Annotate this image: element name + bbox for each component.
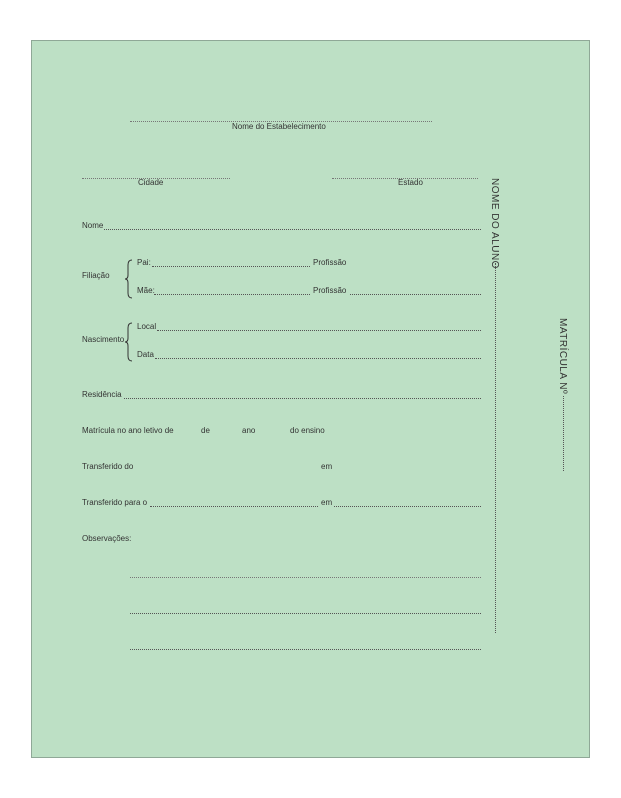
residence-label: Residência xyxy=(82,390,122,399)
observations-line-2[interactable] xyxy=(130,613,481,614)
father-line[interactable] xyxy=(152,266,310,267)
enrollment-label: Matrícula no ano letivo de xyxy=(82,426,174,435)
establishment-label: Nome do Estabelecimento xyxy=(232,122,326,131)
enrollment-ensino-label: do ensino xyxy=(290,426,325,435)
observations-line-1[interactable] xyxy=(130,577,481,578)
transferred-from-label: Transferido do xyxy=(82,462,134,471)
enrollment-number-label: MATRÍCULA Nº xyxy=(557,318,568,395)
student-name-label: NOME DO ALUNO xyxy=(489,178,500,269)
mother-label: Mãe: xyxy=(137,286,155,295)
observations-line-3[interactable] xyxy=(130,649,481,650)
transferred-to-date-line[interactable] xyxy=(334,506,481,507)
birth-label: Nascimento xyxy=(82,335,125,344)
name-label: Nome xyxy=(82,221,104,230)
state-label: Estado xyxy=(398,178,423,187)
residence-line[interactable] xyxy=(124,398,481,399)
transferred-to-em-label: em xyxy=(321,498,333,507)
birth-brace xyxy=(125,322,133,362)
mother-profession-line[interactable] xyxy=(350,294,481,295)
observations-label: Observações: xyxy=(82,534,132,543)
city-label: Cidade xyxy=(138,178,164,187)
filiation-brace xyxy=(125,259,133,299)
student-name-line[interactable] xyxy=(495,263,496,633)
enrollment-ano-label: ano xyxy=(242,426,256,435)
form-sheet xyxy=(31,40,590,758)
mother-profession-label: Profissão xyxy=(313,286,347,295)
transferred-to-label: Transferido para o xyxy=(82,498,148,507)
mother-line[interactable] xyxy=(154,294,310,295)
enrollment-de-label: de xyxy=(201,426,210,435)
filiation-label: Filiação xyxy=(82,271,110,280)
birth-place-label: Local xyxy=(137,322,157,331)
birth-date-label: Data xyxy=(137,350,154,359)
birth-place-line[interactable] xyxy=(157,330,481,331)
birth-date-line[interactable] xyxy=(155,358,481,359)
transferred-to-line[interactable] xyxy=(150,506,318,507)
name-line[interactable] xyxy=(104,229,481,230)
father-label: Pai: xyxy=(137,258,151,267)
enrollment-number-line[interactable] xyxy=(563,396,564,471)
transferred-from-em-label: em xyxy=(321,462,333,471)
father-profession-label: Profissão xyxy=(313,258,347,267)
